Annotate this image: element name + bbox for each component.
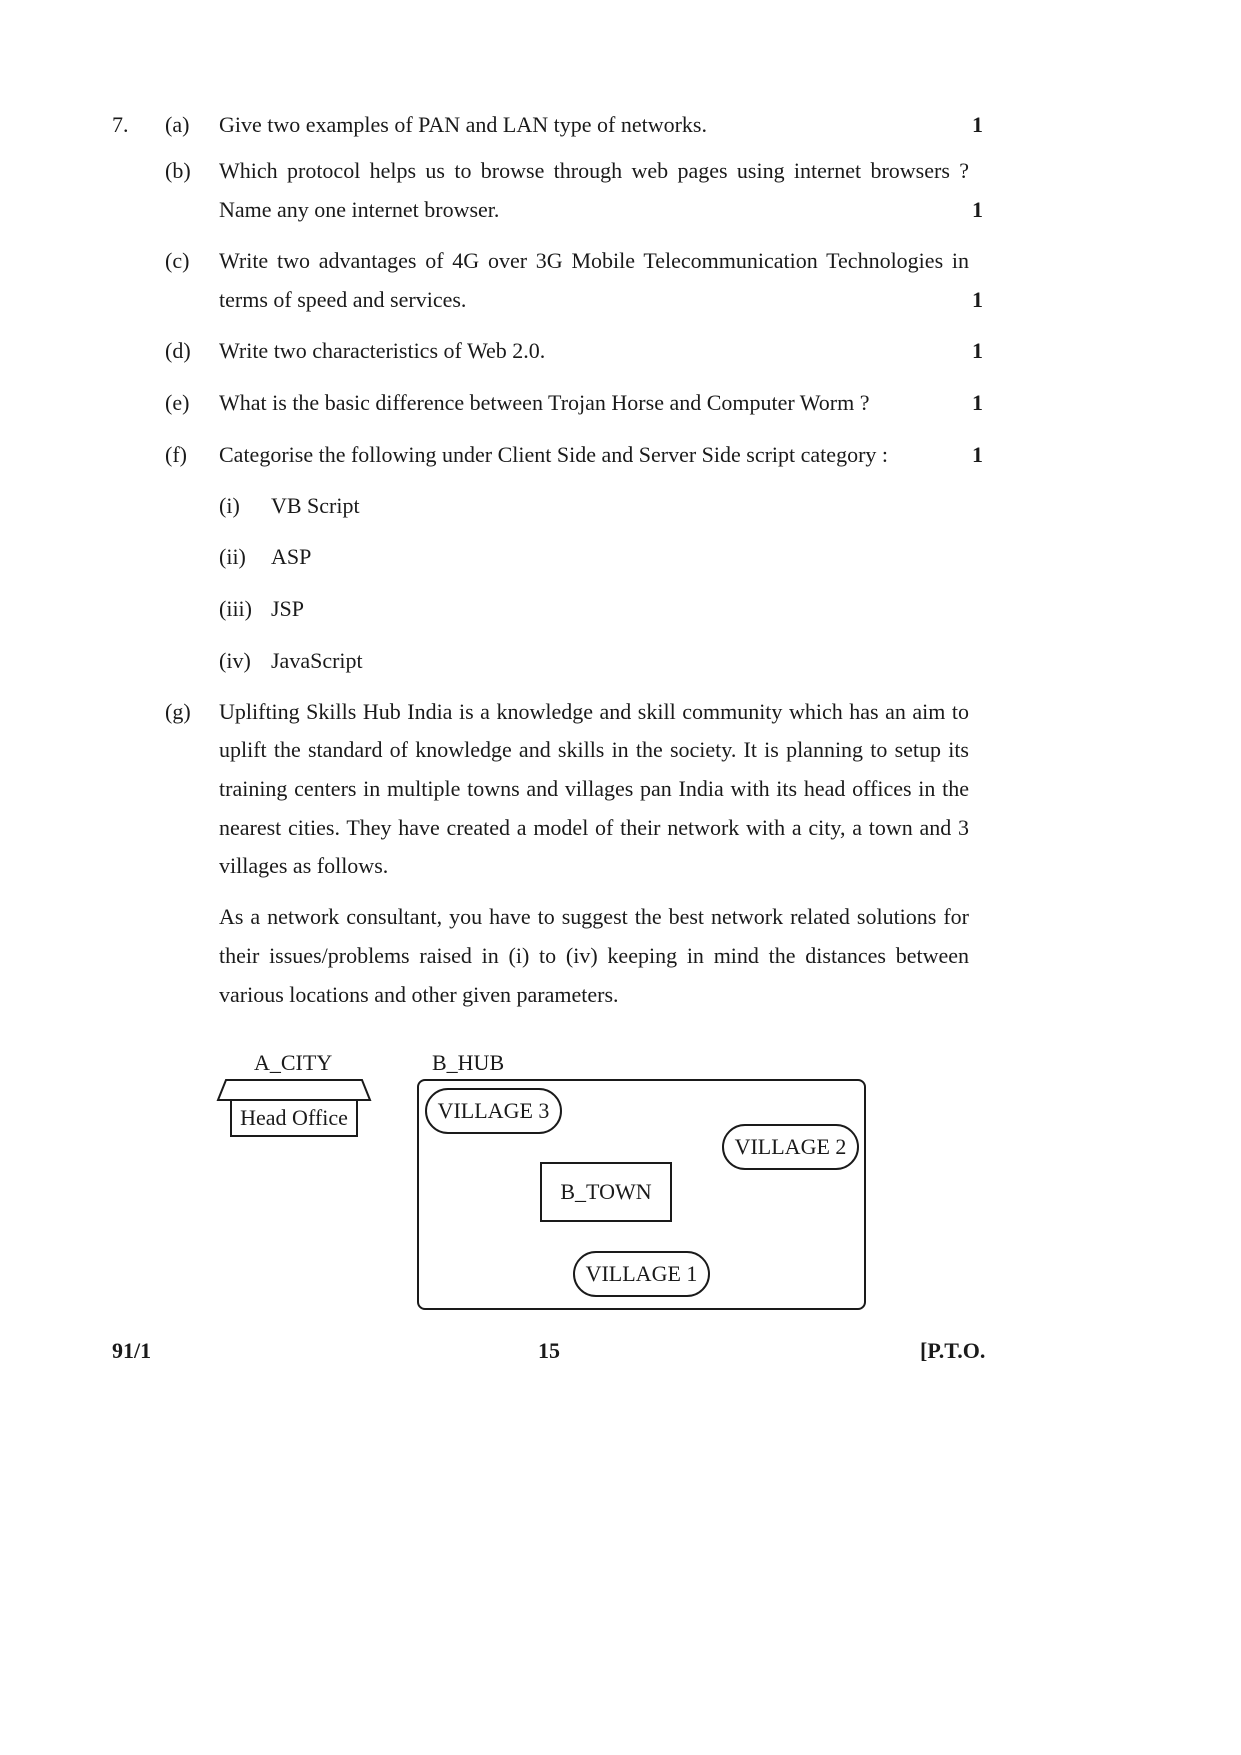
village-3-label: VILLAGE 3 xyxy=(437,1097,550,1123)
part-b-line1: Which protocol helps us to browse through web pages using internet browsers ? xyxy=(219,158,969,183)
village-1-node xyxy=(573,1251,710,1297)
part-f-text: Categorise the following under Client Side and Server Side script category : xyxy=(219,442,889,467)
part-f-label: (f) xyxy=(165,442,187,467)
footer-page-number: 15 xyxy=(538,1338,560,1363)
part-b-label: (b) xyxy=(165,158,191,183)
b-town-node xyxy=(540,1162,672,1222)
part-f-marks: 1 xyxy=(972,442,983,467)
part-b-marks: 1 xyxy=(972,197,983,222)
footer-paper-code: 91/1 xyxy=(112,1338,152,1363)
list-item: JSP xyxy=(271,596,305,621)
part-d-label: (d) xyxy=(165,338,191,363)
part-e-text: What is the basic difference between Trojan Horse and Computer Worm ? xyxy=(219,390,870,415)
part-e-label: (e) xyxy=(165,390,190,415)
part-a-marks: 1 xyxy=(972,112,983,137)
list-item-num: (iv) xyxy=(219,648,251,673)
head-office-label: Head Office xyxy=(240,1104,348,1130)
part-g-para1-line: training centers in multiple towns and villages pan India with its head offices in the xyxy=(219,776,969,801)
part-g-para1-line: uplift the standard of knowledge and skills in the society. It is planning to setup its xyxy=(219,737,969,762)
village-3-node xyxy=(425,1088,562,1134)
part-g-para2-line: As a network consultant, you have to suggest the best network related solutions for xyxy=(219,904,969,929)
list-item-num: (ii) xyxy=(219,544,246,569)
part-g-label: (g) xyxy=(165,699,191,724)
part-d-marks: 1 xyxy=(972,338,983,363)
footer-pto: [P.T.O. xyxy=(920,1338,986,1363)
head-office-box xyxy=(230,1099,358,1137)
part-c-label: (c) xyxy=(165,248,190,273)
part-c-marks: 1 xyxy=(972,287,983,312)
part-d-text: Write two characteristics of Web 2.0. xyxy=(219,338,546,363)
b-hub-label: B_HUB xyxy=(432,1050,505,1075)
part-e-marks: 1 xyxy=(972,390,983,415)
part-c-line1: Write two advantages of 4G over 3G Mobile Telecommunication Technologies in xyxy=(219,248,969,273)
part-a-label: (a) xyxy=(165,112,190,137)
question-number: 7. xyxy=(112,112,129,137)
village-2-node xyxy=(722,1124,859,1170)
part-b-line2: Name any one internet browser. xyxy=(219,197,500,222)
list-item: ASP xyxy=(271,544,312,569)
part-g-para1-line: nearest cities. They have created a model of their network with a city, a town and 3 xyxy=(219,815,969,840)
list-item: VB Script xyxy=(271,493,360,518)
village-2-label: VILLAGE 2 xyxy=(734,1133,847,1159)
b-town-label: B_TOWN xyxy=(560,1178,652,1204)
a-city-label: A_CITY xyxy=(254,1050,333,1075)
list-item-num: (iii) xyxy=(219,596,252,621)
part-g-para2-line: various locations and other given parameters. xyxy=(219,982,619,1007)
village-1-label: VILLAGE 1 xyxy=(585,1260,698,1286)
part-g-para2-line: their issues/problems raised in (i) to (iv) keeping in mind the distances between xyxy=(219,943,969,968)
list-item: JavaScript xyxy=(271,648,363,673)
part-c-line2: terms of speed and services. xyxy=(219,287,467,312)
part-g-para1-line: Uplifting Skills Hub India is a knowledge and skill community which has an aim to xyxy=(219,699,969,724)
part-g-para1-line: villages as follows. xyxy=(219,853,389,878)
part-a-text: Give two examples of PAN and LAN type of networks. xyxy=(219,112,707,137)
list-item-num: (i) xyxy=(219,493,240,518)
